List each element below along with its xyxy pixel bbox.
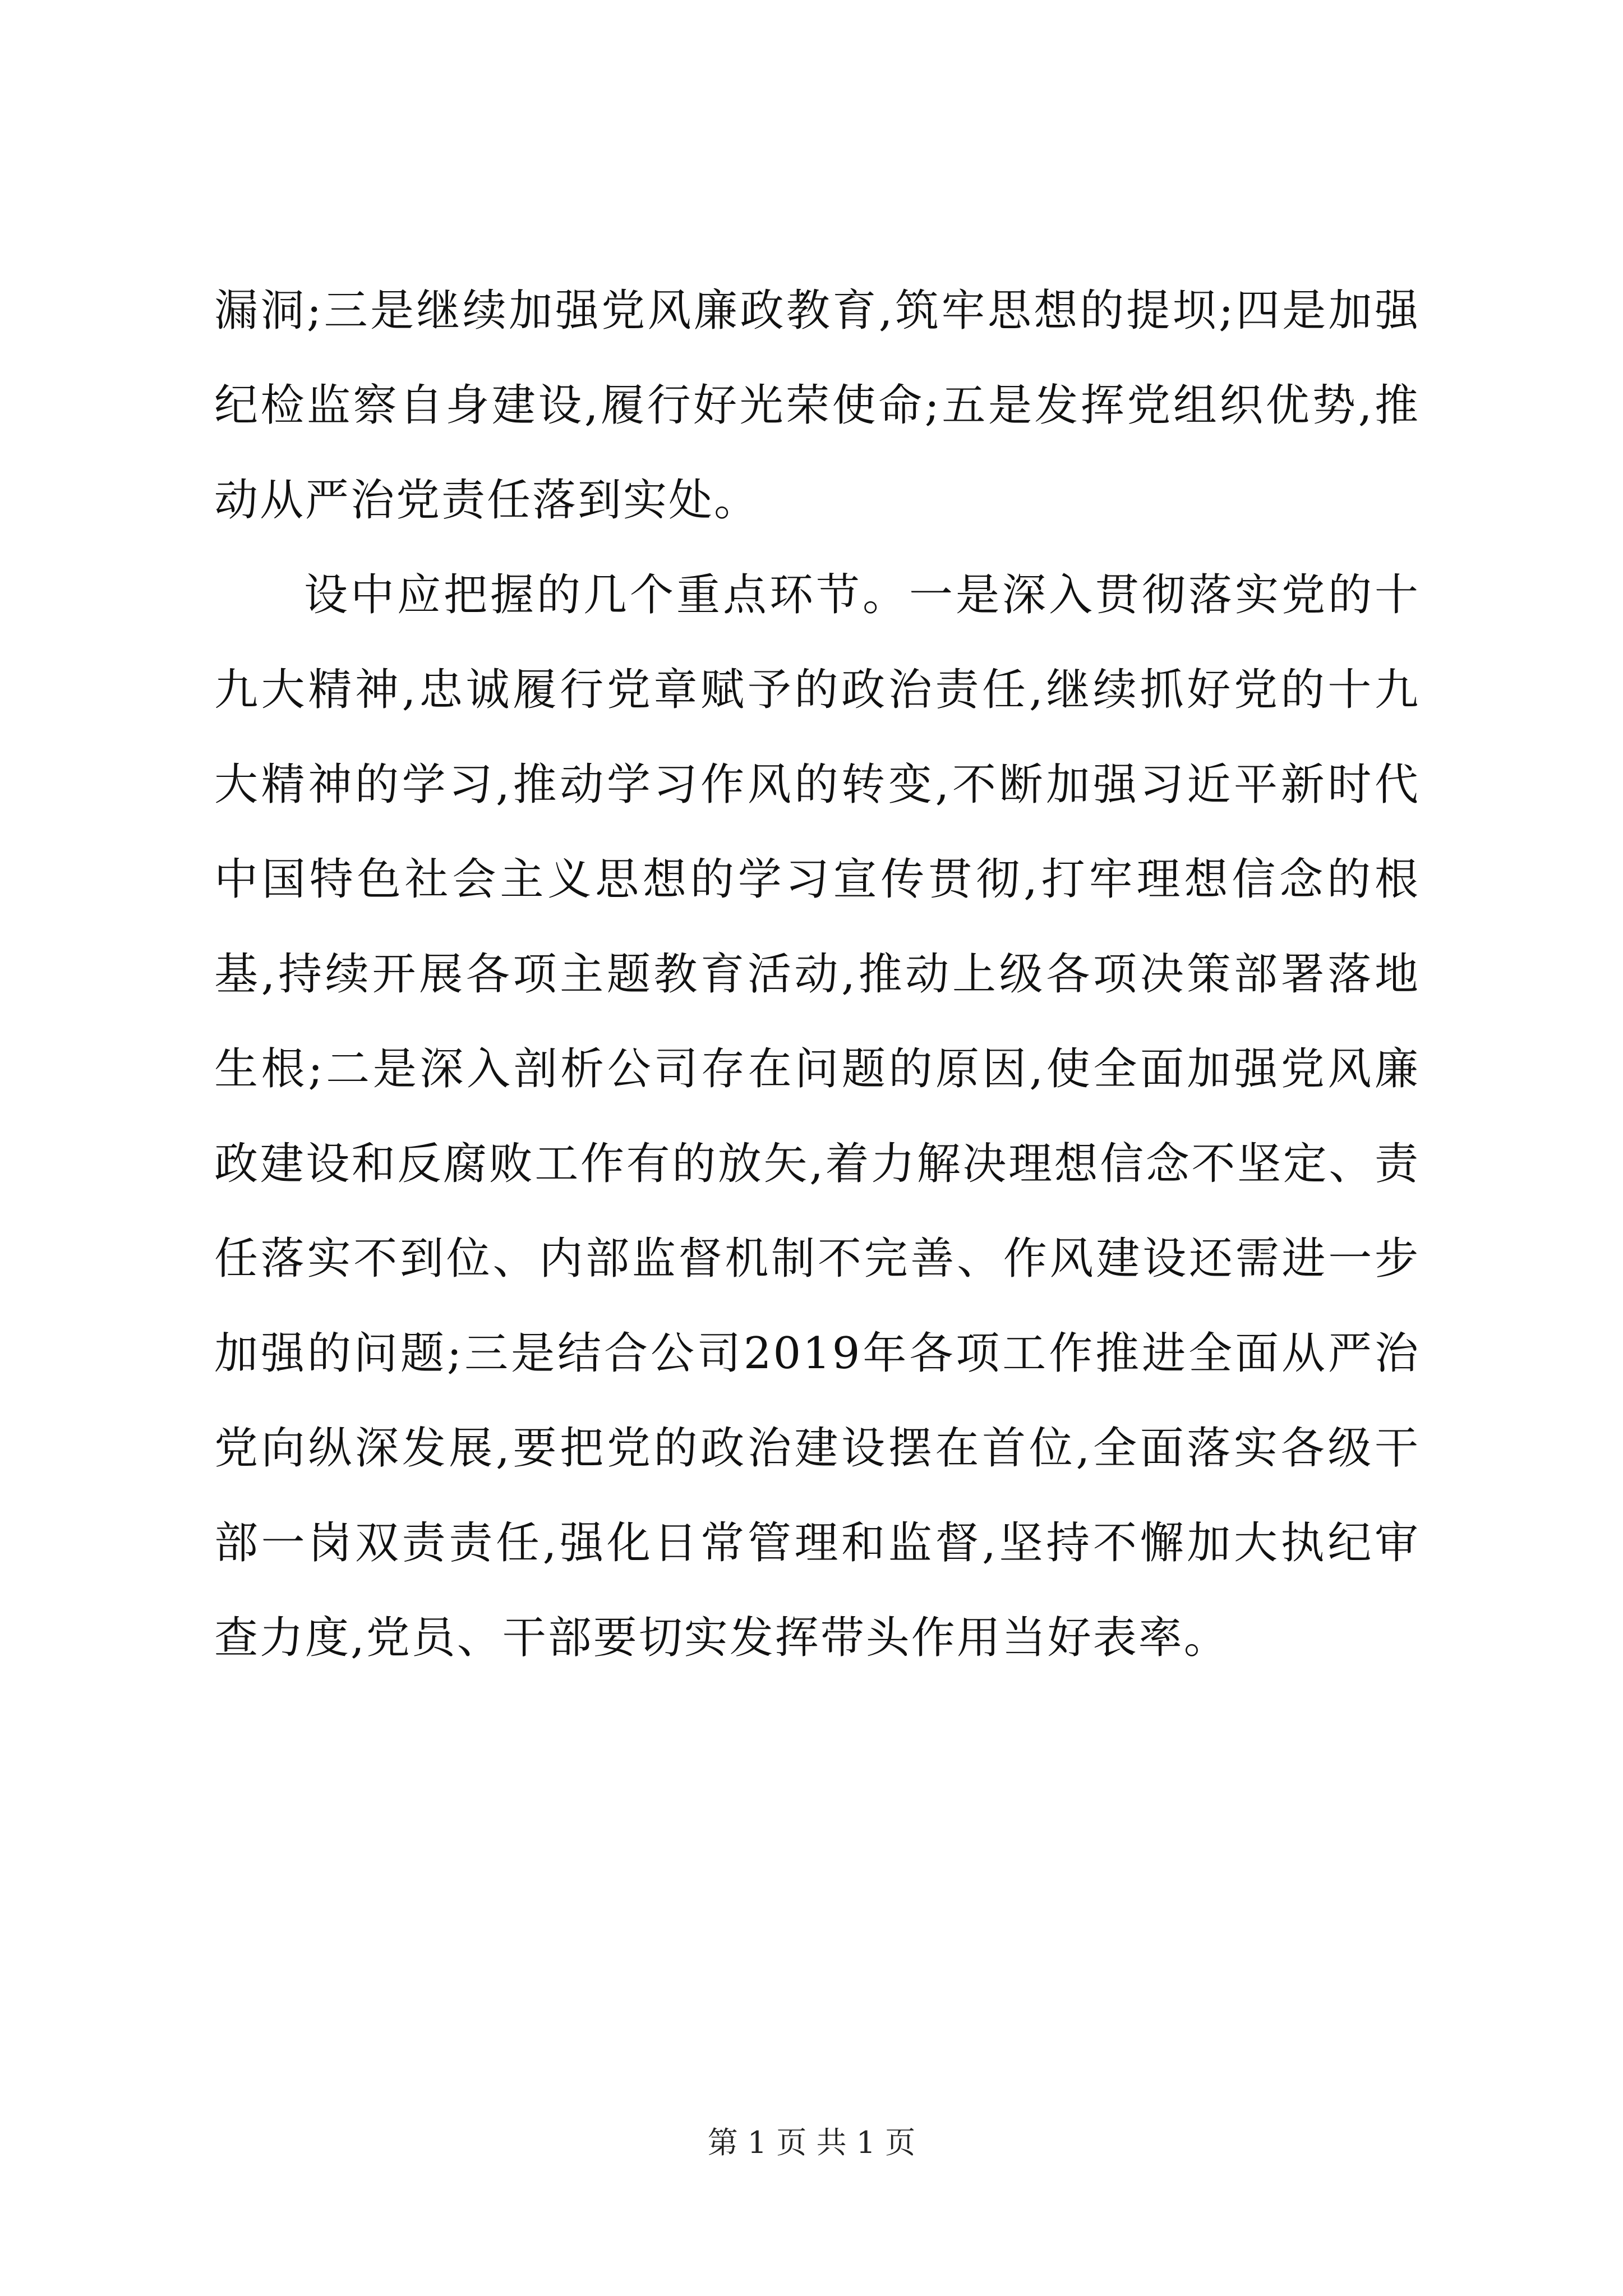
page-footer: 第 1 页 共 1 页 xyxy=(707,2125,916,2160)
paragraph-key-points: 设中应把握的几个重点环节。一是深入贯彻落实党的十九大精神,忠诚履行党章赋予的政治责任,继续抓好党的十九大精神的学习,推动学习作风的转变,不断加强习近平新时代中国特色社会主义思想的学习宣传贯彻,打牢理想信念的根基,持续开展各项主题教育活动,推动上级各项决策部署落地生根;二是深入剖析公司存在问题的原因,使全面加强党风廉政建设和反腐败工作有的放矢,着力解决理想信念不坚定、责任落实不到位、内部监督机制不完善、作风建设还需进一步加强的问题;三是结合公司2019年各项工作推进全面从严治党向纵深发展,要把党的政治建设摆在首位,全面落实各级干部一岗双责责任,强化日常管理和监督,坚持不懈加大执纪审查力度,党员、干部要切实发挥带头作用当好表率。 xyxy=(214,570,1420,1663)
document-body xyxy=(214,264,1420,1686)
paragraph-continued: 漏洞;三是继续加强党风廉政教育,筑牢思想的提坝;四是加强纪检监察自身建设,履行好光荣使命;五是发挥党组织优势,推动从严治党责任落到实处。 xyxy=(214,286,1420,526)
